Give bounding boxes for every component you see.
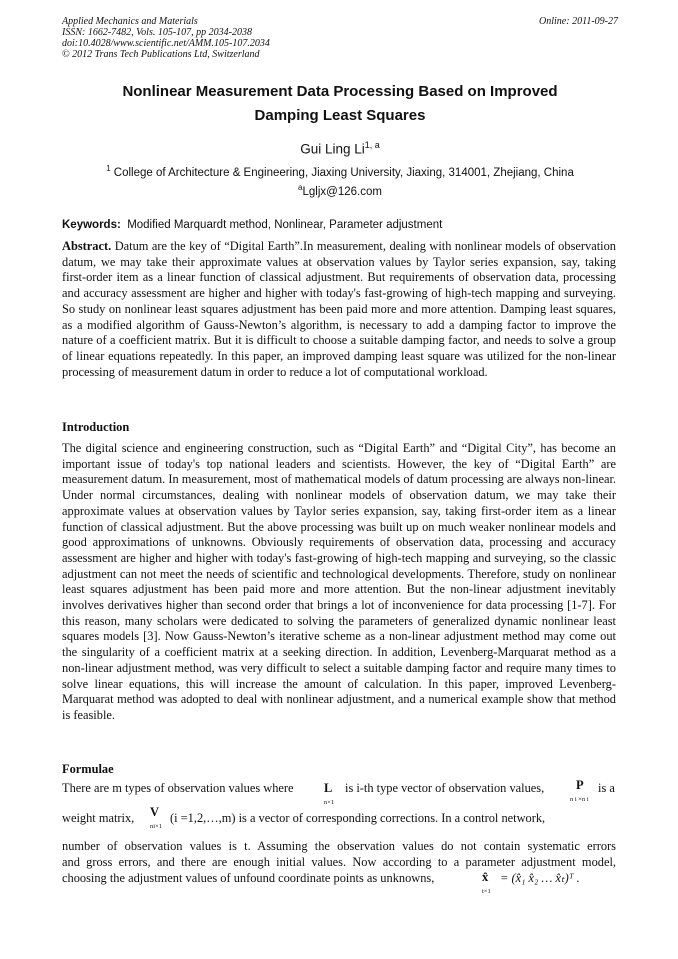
symbol-V-sub: ni×1 xyxy=(150,823,162,830)
equation-lhs: x̂ xyxy=(482,870,489,884)
abstract-label: Abstract. xyxy=(62,239,112,253)
symbol-V-main: V xyxy=(150,805,160,819)
abstract-paragraph xyxy=(62,239,616,380)
symbol-L-sub: n×1 xyxy=(324,799,335,806)
paper-title xyxy=(62,80,618,128)
symbol-P-main: P xyxy=(576,778,584,792)
formulae-l2b: (i =1,2,…,m) is a vector of corresponding corrections. In a control network, xyxy=(170,811,546,825)
online-date: Online: 2011-09-27 xyxy=(539,16,618,27)
formulae-l1a: There are m types of observation values where xyxy=(62,781,294,795)
doi-line: doi:10.4028/www.scientific.net/AMM.105-107.2034 xyxy=(62,38,270,49)
issn-line: ISSN: 1662-7482, Vols. 105-107, pp 2034-2038 xyxy=(62,27,252,38)
equation-rhs: = (x̂₁ x̂₂ … x̂ₜ)ᵀ . xyxy=(500,871,580,885)
email-text[interactable]: Lgljx@126.com xyxy=(302,185,382,198)
author-sup: 1, a xyxy=(364,140,380,150)
author-name: Gui Ling Li xyxy=(300,141,365,157)
formulae-l2a: weight matrix, xyxy=(62,811,135,825)
affiliation-line xyxy=(62,164,618,179)
symbol-L xyxy=(324,781,334,810)
formulae-line-2 xyxy=(62,805,616,830)
symbol-P-sub: n i ×n i xyxy=(570,796,589,803)
email-sup: a xyxy=(298,183,303,192)
journal-header xyxy=(62,16,618,60)
title-line-1: Nonlinear Measurement Data Processing Based on Improved xyxy=(122,83,558,100)
symbol-P xyxy=(570,778,589,807)
affiliation-sup: 1 xyxy=(106,164,111,173)
abstract-text: Datum are the key of “Digital Earth”.In measurement, dealing with nonlinear models of observation datum, we may take their approximate values at observation values by Taylor series expansion, say, taking first-order item as a linear function of classical adjustment. But requirements of observation data, processing and accuracy assessment are higher and higher with today's fast-growing of high-tech mapping and surveying. So study on nonlinear least squares adjustment has been paid more and more attention. Damping least squares, as a modified algorithm of Gauss-Newton’s algorithm, is necessary to add a damping factor to improve the nature of a coefficient matrix. But it is difficult to choose a suitable damping factor, and needs to solve a group of linear equations repeatedly. In this paper, an improved damping least square was utilized for the non-linear processing of measurement datum in order to reduce a lot of computational workload. xyxy=(62,239,616,379)
formulae-line-1 xyxy=(62,778,616,806)
title-line-2: Damping Least Squares xyxy=(254,107,426,124)
formulae-l1b: is i-th type vector of observation values, xyxy=(345,781,545,795)
introduction-paragraph: The digital science and engineering construction, such as “Digital Earth” and “Digital City”, has become an important issue of today's top national leaders and scientists. However, the key of “Digital Earth” are measurement datum. In measurement, most of mathematical models of datum processing are always non-linear. Under normal circumstances, dealing with nonlinear models of observation datum, we may take their approximate values at observation values by Taylor series expansion, say, taking first-order item as a linear function of classical adjustment. But the above processing was built up on much weaker nonlinear models and good approximations of unknowns. Obviously requirements of observation data, processing and accuracy assessment are higher and higher with today's fast-growing of high-tech mapping and surveying, so the classic adjustment can not meet the needs of scientific and technological developments. Therefore, study on nonlinear least squares adjustment has been paid more and more attention. But the non-linear adjustment inevitably involves derivatives higher than second order that brings a lot of inconvenience for data processing [1-7]. For this reason, many scholars were dedicated to solving the parameters of generalized dynamic nonlinear least squares models [3]. Now Gauss-Newton’s iterative scheme as a non-linear adjustment method may come out the singularity of a coefficient matrix at a seeking direction. In addition, Levenberg-Marquarat method as a non-linear adjustment method, was very difficult to select a suitable damping factor and require many times to solve linear equations, this will increase the amount of calculation. In this paper, improved Levenberg-Marquarat method was adopted to deal with nonlinear adjustment, and a numerical example show that method is feasible. xyxy=(62,441,616,722)
journal-name: Applied Mechanics and Materials xyxy=(62,16,198,27)
copyright-line: © 2012 Trans Tech Publications Ltd, Switzerland xyxy=(62,49,260,60)
formulae-l5a: choosing the adjustment values of unfound coordinate points as unknowns, xyxy=(62,871,435,885)
equation-lhs-sub: t×1 xyxy=(482,888,491,895)
formulae-line-5 xyxy=(62,870,616,895)
keywords-label: Keywords: xyxy=(62,219,121,231)
formulae-l1c: is a xyxy=(598,781,615,795)
equation-x-hat xyxy=(482,870,491,899)
formulae-line-4: and gross errors, and there are enough initial values. Now according to a parameter adjustment model, xyxy=(62,855,616,869)
symbol-L-main: L xyxy=(324,781,333,795)
affiliation-text: College of Architecture & Engineering, Jiaxing University, Jiaxing, 314001, Zhejiang, China xyxy=(113,166,574,179)
keywords-text: Modified Marquardt method, Nonlinear, Parameter adjustment xyxy=(127,219,443,231)
formulae-line-3: number of observation values is t. Assuming the observation values do not contain systematic errors xyxy=(62,839,616,853)
author-line xyxy=(62,140,618,157)
symbol-V xyxy=(150,805,162,834)
introduction-heading: Introduction xyxy=(62,420,130,434)
email-line xyxy=(62,183,618,198)
formulae-heading: Formulae xyxy=(62,762,114,776)
keywords-line xyxy=(62,219,618,231)
